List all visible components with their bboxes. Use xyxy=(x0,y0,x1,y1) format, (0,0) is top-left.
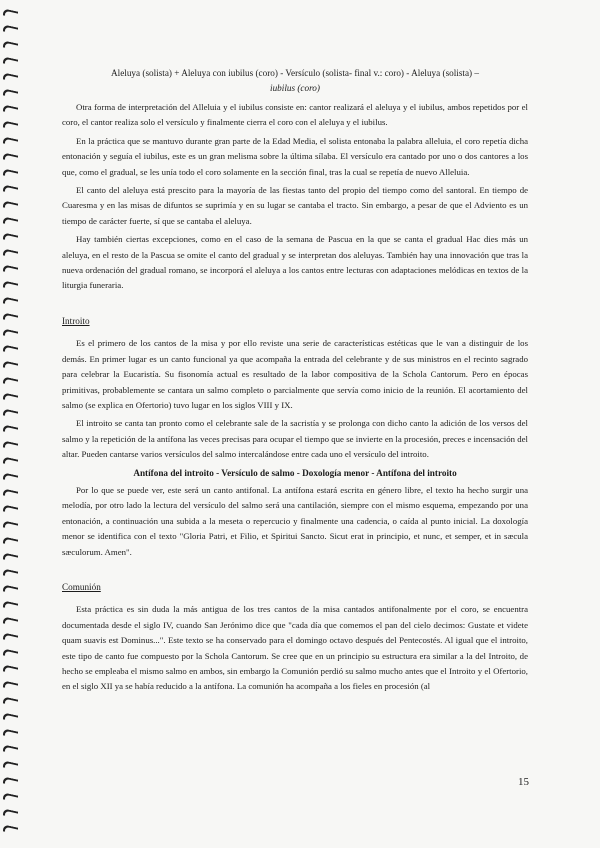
binding-ring xyxy=(3,200,18,210)
binding-ring xyxy=(3,584,18,594)
binding-ring xyxy=(3,72,18,82)
binding-ring xyxy=(3,56,18,66)
binding-ring xyxy=(3,376,18,386)
paragraph-comunion: Esta práctica es sin duda la más antigua de los tres cantos de la misa cantados antifonalmente por el coro, se encuentra documentada desde el siglo IV, cuando San Jerónimo dice que "cada día que comemos el pan del cielo decimos: Gustate et videte quam suavis est Dominus...". Este texto se ha conservado para el domingo octavo después del Pentecostés. Al igual que el introito, este tipo de canto fue compuesto por la Schola Cantorum. Se cree que en un principio su estructura era similar a la del Introito, de hecho se empleaba el mismo salmo en ambos, sin embargo la Comunión perdió su salmo mucho antes que el Introito y el Ofertorio, en el siglo XII ya se había reducido a la antífona. La comunión ha acompaña a los fieles en procesión (al xyxy=(62,604,528,692)
binding-ring xyxy=(3,168,18,178)
binding-ring xyxy=(3,136,18,146)
binding-ring xyxy=(3,152,18,162)
binding-ring xyxy=(3,792,18,802)
binding-ring xyxy=(3,456,18,466)
paragraph-introito-2: El introito se canta tan pronto como el celebrante sale de la sacristía y se prolonga con dicho canto la adición de los versos del salmo y la repetición de la antífona las veces precisas para ocupar el tiempo que se invierte en la procesión, preces e incensación del altar. Pueden cantarse varios versículos del salmo intercalándose entre cada uno el versículo del introito. xyxy=(62,418,528,460)
binding-ring xyxy=(3,488,18,498)
binding-ring xyxy=(3,520,18,530)
binding-ring xyxy=(3,264,18,274)
binding-ring xyxy=(3,824,18,834)
binding-ring xyxy=(3,744,18,754)
paragraph-introito-3: Por lo que se puede ver, este será un canto antifonal. La antífona estará escrita en género libre, el texto ha hecho surgir una melodía, por otro lado la lectura del versículo del salmo será una cantilación, siempre con el mismo esquema, empezando por una entonación, a continuación una subida a la meseta o repercucio y finalmente una cadencia, o caída al punto inicial. La doxología menor se identifica con el texto "Gloria Patri, et Filio, et Spiritui Sancto. Sicut erat in principio, et nunc, et semper, et in sæcula sæculorum. Amen". xyxy=(62,484,528,557)
binding-ring xyxy=(3,312,18,322)
binding-ring xyxy=(3,280,18,290)
binding-ring xyxy=(3,664,18,674)
spiral-binding xyxy=(0,0,22,848)
binding-ring xyxy=(3,392,18,402)
binding-ring xyxy=(3,424,18,434)
binding-ring xyxy=(3,296,18,306)
binding-ring xyxy=(3,568,18,578)
binding-ring xyxy=(3,440,18,450)
binding-ring xyxy=(3,648,18,658)
binding-ring xyxy=(3,504,18,514)
binding-ring xyxy=(3,472,18,482)
paragraph-alleluia-excepciones: Hay también ciertas excepciones, como en el caso de la semana de Pascua en la que se canta el gradual Hac dies más un aleluya, en el resto de la Pascua se omite el canto del gradual y se interpretan dos aleluyas. También hay una innovación que tras la nueva ordenación del gradual romano, se incorporá el aleluya a los cantos entre lecturas con adaptaciones melódicas en textos de la liturgia funeraria. xyxy=(62,234,528,291)
form-heading xyxy=(62,66,528,96)
section-title-introito: Introito xyxy=(62,315,90,326)
binding-ring xyxy=(3,248,18,258)
binding-ring xyxy=(3,120,18,130)
binding-ring xyxy=(3,776,18,786)
binding-ring xyxy=(3,184,18,194)
binding-ring xyxy=(3,8,18,18)
binding-ring xyxy=(3,360,18,370)
binding-ring xyxy=(3,216,18,226)
binding-ring xyxy=(3,24,18,34)
binding-ring xyxy=(3,616,18,626)
paragraph-introito-1: Es el primero de los cantos de la misa y por ello reviste una serie de características estéticas que le van a distinguir de los demás. En primer lugar es un canto funcional ya que acompaña la entrada del celebrante y de sus ministros en el recinto sagrado para celebrar la Eucaristía. Su fisonomía actual es resultado de la labor compositiva de la Schola Cantorum. Pero en épocas primitivas, probablemente se cantara un salmo completo o parcialmente que servía como inicio de la reunión. El acortamiento del salmo (se explica en Ofertorio) tuvo lugar en los siglos VIII y IX. xyxy=(62,338,528,410)
form-heading-line1: Aleluya (solista) + Aleluya con iubilus (coro) - Versículo (solista- final v.: coro) - Aleluya (solista) – xyxy=(111,68,479,78)
page-number: 15 xyxy=(518,776,529,788)
paragraph-alleluia-cuaresma: El canto del aleluya está prescito para la mayoría de las fiestas tanto del propio del tiempo como del santoral. En tiempo de Cuaresma y en las misas de difuntos se suprimía y en su lugar se cantaba el tracto. Sin embargo, a pesar de que el Adviento es un tiempo de carácter fuerte, sí que se cantaba el aleluya. xyxy=(62,185,528,226)
binding-ring xyxy=(3,552,18,562)
binding-ring xyxy=(3,40,18,50)
section-title-comunion: Comunión xyxy=(62,581,101,592)
paragraph-alleluia-forma: Otra forma de interpretación del Alleluia y el iubilus consiste en: cantor realizará el aleluya y el iubilus, ambos repetidos por el coro, el cantor realiza solo el versículo y finalmente cierra el coro con el aleluya y el iubilus. xyxy=(62,102,528,128)
binding-ring xyxy=(3,104,18,114)
binding-ring xyxy=(3,344,18,354)
binding-ring xyxy=(3,232,18,242)
introito-subheading: Antífona del introito - Versículo de salmo - Doxología menor - Antífona del introito xyxy=(133,467,457,478)
page-content xyxy=(62,66,528,698)
binding-ring xyxy=(3,760,18,770)
binding-ring xyxy=(3,696,18,706)
binding-ring xyxy=(3,632,18,642)
binding-ring xyxy=(3,728,18,738)
form-heading-line2: iubilus (coro) xyxy=(270,83,320,93)
binding-ring xyxy=(3,328,18,338)
binding-ring xyxy=(3,88,18,98)
binding-ring xyxy=(3,680,18,690)
binding-ring xyxy=(3,808,18,818)
paragraph-alleluia-practica: En la práctica que se mantuvo durante gran parte de la Edad Media, el solista entonaba la palabra alleluia, el coro repetía dicha entonación y seguía el iubilus, este es un gran melisma sobre la última sílaba. El versículo era cantado por uno o dos cantores a los que, como el gradual, se les unía todo el coro solamente en la sección final, tras la cual se repetía de nuevo Alleluia. xyxy=(62,135,528,177)
binding-ring xyxy=(3,408,18,418)
binding-ring xyxy=(3,712,18,722)
binding-ring xyxy=(3,536,18,546)
binding-ring xyxy=(3,600,18,610)
